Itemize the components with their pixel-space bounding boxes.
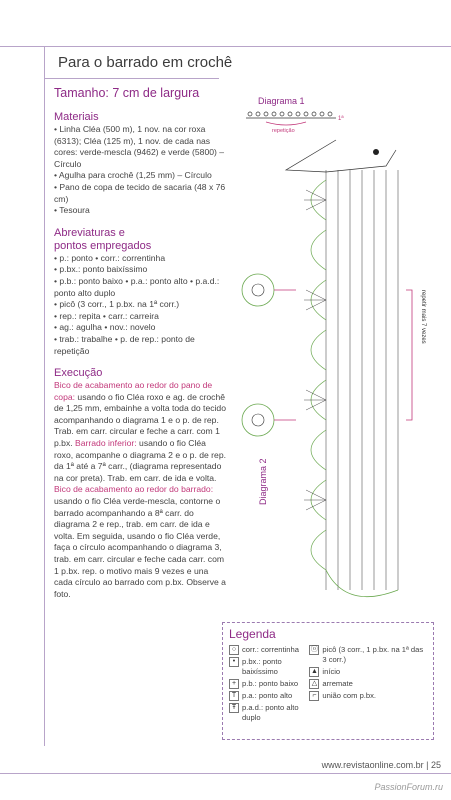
abbreviations-list [54,253,226,357]
abbreviation-item: • p.: ponto • corr.: correntinha [54,253,226,265]
legend-text: picô (3 corr., 1 p.bx. na 1ª das 3 corr.) [322,645,424,664]
border-finish-label: Bico de acabamento ao redor do barrado: [54,484,214,495]
page-title: Para o barrado em crochê [58,54,233,71]
abbreviation-item: • p.bx.: ponto baixíssimo [54,264,226,276]
legend-col-left [229,645,305,723]
legend-item [309,645,427,665]
legend-item [229,691,305,701]
start-icon: ▲ [310,668,318,675]
legend-item [229,703,305,723]
materials-item: • Pano de copa de tecido de sacaria (48 x 76 cm) [54,182,226,205]
chain-icon: ○ [229,645,239,655]
legend-text: p.b.: ponto baixo [242,679,299,688]
materials-heading: Materiais [54,111,99,123]
crochet-chart [226,90,446,620]
abbreviation-item: • rep.: repita • carr.: carreira [54,311,226,323]
shell-scallops [311,180,326,570]
legend-text: p.bx.: ponto baixíssimo [242,657,282,676]
legend-item [229,657,305,677]
abbreviation-item: • trab.: trabalhe • p. de rep.: ponto de repetição [54,334,226,357]
legend-text: início [322,667,341,676]
join-icon: ⌐ [309,691,319,701]
watermark: PassionForum.ru [374,782,443,792]
legend-title: Legenda [229,627,276,641]
bottom-border-label: Barrado inferior: [75,438,137,449]
execution-paragraph-2 [54,484,226,600]
diagram-1-label: Diagrama 1 [258,96,305,106]
treble-crochet-icon: Ŧ [229,703,239,713]
footer-rule [0,773,451,774]
size-heading: Tamanho: 7 cm de largura [54,86,200,100]
slip-stitch-icon: • [229,657,239,667]
legend-grid [229,645,427,723]
execution-heading: Execução [54,367,103,380]
repeat-more-label: repetir mais 7 vezes [420,290,426,344]
crochet-diagram [226,90,446,620]
legend-item [229,645,305,655]
circle-motif-2 [242,404,296,436]
shell-fans [304,190,326,510]
legend-item [229,679,305,689]
repeat-bracket [406,290,426,420]
top-rule [0,46,451,47]
legend-text: união com p.bx. [322,691,377,700]
bottom-border-text: usando o fio Cléa roxo, acompanhe o diagrama 2 e o p. de rep. da 1ª até a 7ª carr., (diagrama representado na cor preta). Trab. em carr. de ida e volta. [54,438,226,483]
execution-paragraph-1 [54,380,226,484]
legend-item [309,667,427,677]
single-crochet-icon: + [229,679,239,689]
border-body [326,170,398,590]
finish-icon: △ [309,679,319,689]
materials-item: • Agulha para crochê (1,25 mm) – Círculo [54,170,226,182]
abbreviation-item: • ag.: agulha • nov.: novelo [54,322,226,334]
legend-text: arremate [322,679,353,688]
legend-text: p.a.: ponto alto [242,691,293,700]
picot-icon: ⓞ [310,646,318,653]
title-rule [44,78,219,79]
repeat-label: repetição [272,128,295,134]
materials-list [54,124,226,217]
abbreviation-item: • picô (3 corr., 1 p.bx. na 1ª corr.) [54,299,226,311]
legend-text: corr.: correntinha [242,645,299,654]
diagram-2-label: Diagrama 2 [258,458,268,505]
legend-item [309,679,427,689]
legend-item [309,691,427,701]
side-rule [44,46,45,746]
abbreviations-heading-line1: Abreviaturas e [54,226,125,239]
diagram-1-strip [246,112,344,134]
border-finish-text: usando o fio Cléa verde-mescla, contorne o barrado acompanhando a 8ª carr. do diagrama 2 e rep., trab. em carr. de ida e volta. Em seguida, usando o fio Cléa verde, faça o círculo acompanhando o diagrama 3, trab. em carr. circular e feche cada carr. com 1 p.bx. rep. o motivo mais 9 vezes e una cada círculo ao barrado com p.bx. Observe a foto. [54,496,226,599]
materials-item: • Linha Cléa (500 m), 1 nov. na cor roxa (6313); Cléa (125 m), 1 nov. de cada nas cores: verde-mescla (9462) e verde (5800) – Círculo [54,124,226,170]
double-crochet-icon: T [229,691,239,701]
edge-finish-label: Bico de acabamento ao redor do pano de copa: [54,380,213,402]
abbreviations-heading-line2: pontos empregados [54,239,152,252]
materials-item: • Tesoura [54,205,226,217]
repeat-start-marker: 1ª [338,116,344,122]
start-marker-icon [373,149,379,155]
legend-box [222,622,434,740]
page-footer: www.revistaonline.com.br | 25 [321,760,441,770]
abbreviations-heading [54,227,226,253]
legend-col-right [309,645,427,723]
instructions-column [54,86,226,600]
edge-finish-text: usando o fio Cléa roxo e ag. de crochê de 1,25 mm, embainhe a volta toda do tecido acompanhando o diagrama 1 e o p. de rep. Trab. em carr. circular e feche a carr. com 1 p.bx. [54,391,226,449]
legend-text: p.a.d.: ponto alto duplo [242,703,299,722]
circle-motif-1 [242,274,296,306]
border-top-edge [286,140,396,172]
abbreviation-item: • p.b.: ponto baixo • p.a.: ponto alto • p.a.d.: ponto alto duplo [54,276,226,299]
